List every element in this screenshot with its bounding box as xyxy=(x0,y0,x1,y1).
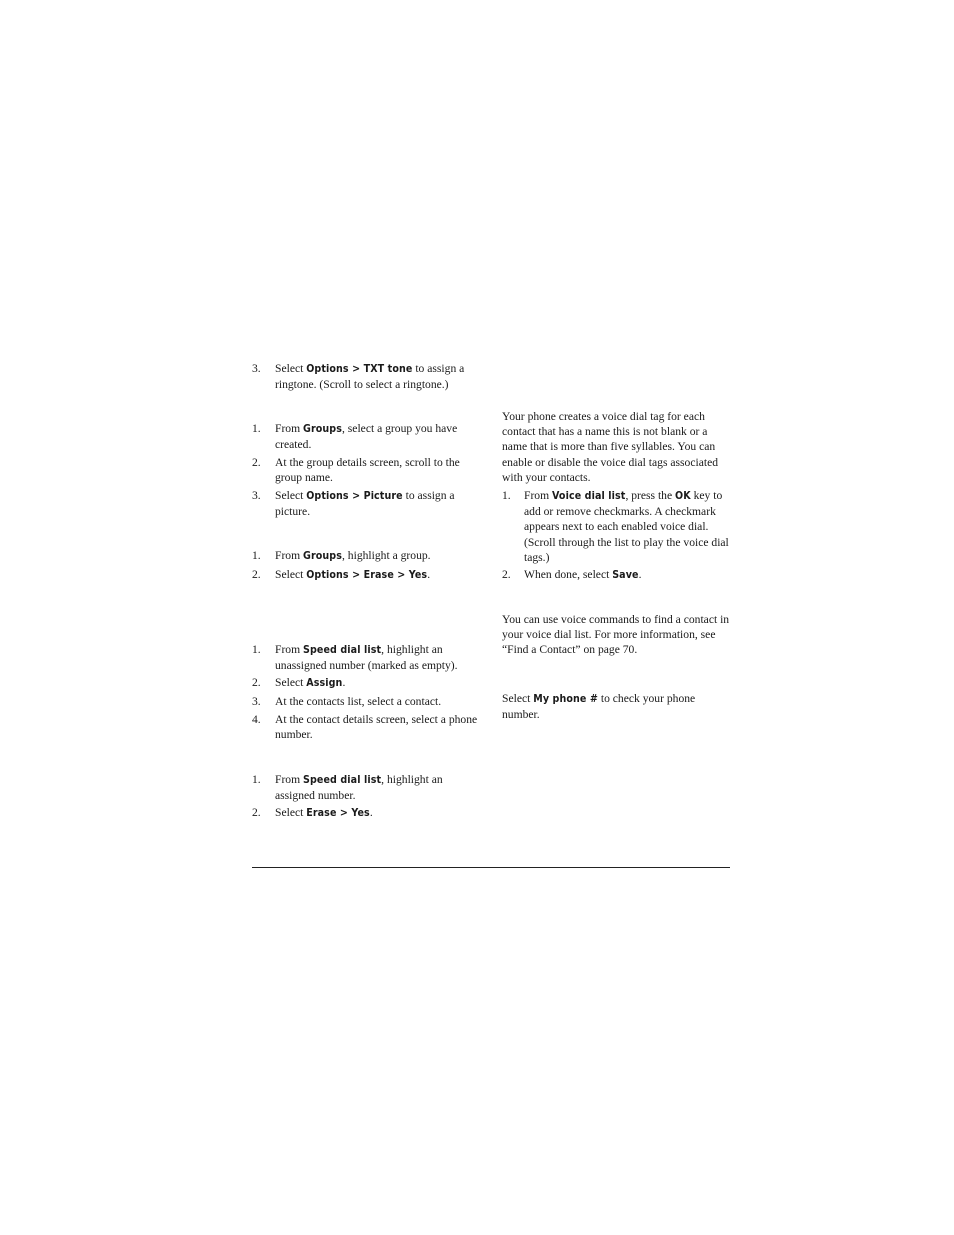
step-number: 2. xyxy=(252,806,261,819)
step-number: 1. xyxy=(252,643,261,656)
step-number: 2. xyxy=(502,568,511,581)
step-text: At the contacts list, select a contact. xyxy=(275,695,442,708)
step-number: 1. xyxy=(502,489,511,502)
step-number: 3. xyxy=(252,362,261,375)
ui-term: Voice dial list xyxy=(552,490,626,502)
step-text: From Groups, select a group you have created. xyxy=(275,422,458,452)
voice-dial-intro: Your phone creates a voice dial tag for each contact that has a name this is not blank or a name that is more than five syllables. You can enable or disable the voice dial tags associated with your contacts. xyxy=(502,410,719,484)
list-item xyxy=(252,567,484,583)
step-number: 2. xyxy=(252,568,261,581)
list-item xyxy=(252,772,484,803)
list-item xyxy=(502,488,734,565)
step-text: At the group details screen, scroll to the group name. xyxy=(275,456,460,485)
ui-term: Options > Picture xyxy=(306,490,403,502)
ui-term: Assign xyxy=(306,677,343,689)
list-item xyxy=(252,642,484,673)
ui-term: Groups xyxy=(303,423,342,435)
ui-term: Erase > Yes xyxy=(306,807,370,819)
step-text: Select Options > TXT tone to assign a ringtone. (Scroll to select a ringtone.) xyxy=(275,362,465,392)
list-item xyxy=(252,361,484,392)
list-item xyxy=(252,675,484,691)
ui-term: OK xyxy=(675,490,691,502)
ui-term: My phone # xyxy=(533,693,598,705)
step-number: 3. xyxy=(252,695,261,708)
step-number: 2. xyxy=(252,456,261,469)
list-item xyxy=(252,488,484,519)
step-text: From Voice dial list, press the OK key to add or remove checkmarks. A checkmark appears next to each enabled voice dial. (Scroll through the list to play the voice dial tags.) xyxy=(524,489,729,564)
list-item xyxy=(502,567,734,583)
step-text: From Groups, highlight a group. xyxy=(275,549,431,562)
ui-term: Options > TXT tone xyxy=(306,363,413,375)
step-text: Select Assign. xyxy=(275,676,346,689)
step-text: From Speed dial list, highlight an assigned number. xyxy=(275,773,443,803)
step-number: 2. xyxy=(252,676,261,689)
list-item xyxy=(252,712,484,742)
ui-term: Options > Erase > Yes xyxy=(306,569,428,581)
step-text: At the contact details screen, select a phone number. xyxy=(275,713,478,742)
ui-term: Speed dial list xyxy=(303,774,382,786)
list-item xyxy=(252,694,484,709)
voice-commands-text: You can use voice commands to find a contact in your voice dial list. For more information, see “Find a Contact” on page 70. xyxy=(502,613,730,657)
ui-term: Groups xyxy=(303,550,342,562)
list-item xyxy=(252,455,484,485)
list-item xyxy=(252,548,484,564)
list-item xyxy=(252,805,484,821)
step-number: 1. xyxy=(252,422,261,435)
step-number: 3. xyxy=(252,489,261,502)
step-text: Select Options > Picture to assign a picture. xyxy=(275,489,455,519)
step-number: 4. xyxy=(252,713,261,726)
footer-rule xyxy=(252,867,730,868)
step-text: Select Options > Erase > Yes. xyxy=(275,568,431,581)
list-item xyxy=(252,421,484,452)
ui-term: Save xyxy=(612,569,639,581)
step-number: 1. xyxy=(252,549,261,562)
step-number: 1. xyxy=(252,773,261,786)
step-text: Select Erase > Yes. xyxy=(275,806,373,819)
ui-term: Speed dial list xyxy=(303,644,382,656)
step-text: When done, select Save. xyxy=(524,568,642,581)
my-phone-text: Select My phone # to check your phone number. xyxy=(502,692,696,722)
step-text: From Speed dial list, highlight an unassigned number (marked as empty). xyxy=(275,643,458,673)
